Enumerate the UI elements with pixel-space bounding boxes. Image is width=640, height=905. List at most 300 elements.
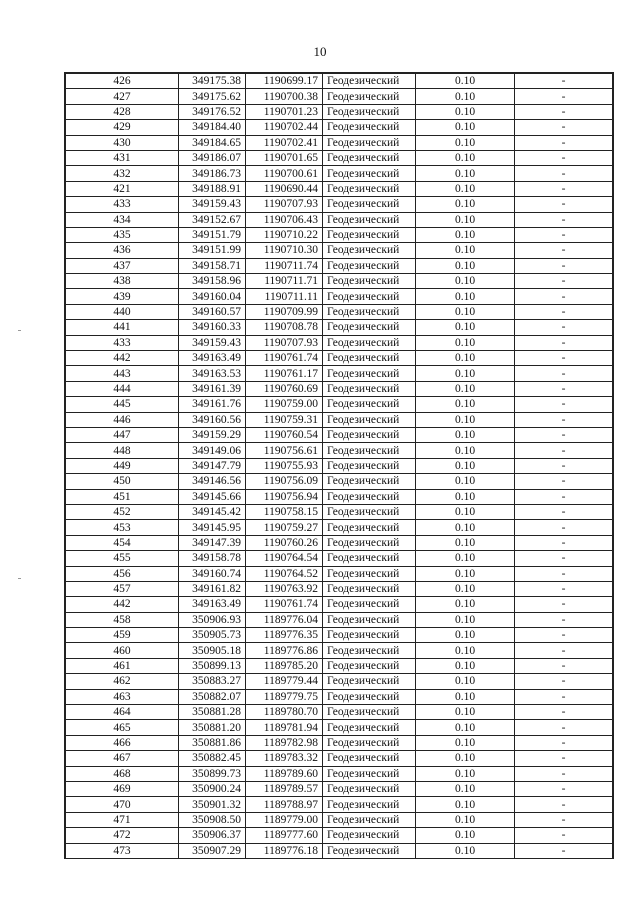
description-cell: - [515, 489, 614, 504]
x-coordinate-cell: 350899.73 [179, 766, 246, 781]
description-cell: - [515, 812, 614, 827]
x-coordinate-cell: 349188.91 [179, 181, 246, 196]
method-cell: Геодезический [323, 181, 416, 196]
accuracy-cell: 0.10 [416, 320, 515, 335]
scan-speck [18, 578, 21, 579]
table-row [65, 735, 613, 750]
description-cell: - [515, 597, 614, 612]
accuracy-cell: 0.10 [416, 658, 515, 673]
x-coordinate-cell: 350881.86 [179, 735, 246, 750]
y-coordinate-cell: 1190707.93 [246, 335, 323, 350]
accuracy-cell: 0.10 [416, 566, 515, 581]
point-number-cell: 464 [65, 705, 179, 720]
method-cell: Геодезический [323, 427, 416, 442]
table-row [65, 828, 613, 843]
y-coordinate-cell: 1190760.69 [246, 381, 323, 396]
point-number-cell: 426 [65, 73, 179, 89]
description-cell: - [515, 705, 614, 720]
point-number-cell: 436 [65, 243, 179, 258]
x-coordinate-cell: 349160.74 [179, 566, 246, 581]
table-row [65, 443, 613, 458]
table-row [65, 674, 613, 689]
method-cell: Геодезический [323, 489, 416, 504]
accuracy-cell: 0.10 [416, 89, 515, 104]
method-cell: Геодезический [323, 120, 416, 135]
point-number-cell: 442 [65, 351, 179, 366]
accuracy-cell: 0.10 [416, 243, 515, 258]
y-coordinate-cell: 1190756.61 [246, 443, 323, 458]
table-row [65, 320, 613, 335]
y-coordinate-cell: 1190702.44 [246, 120, 323, 135]
y-coordinate-cell: 1190700.61 [246, 166, 323, 181]
y-coordinate-cell: 1189783.32 [246, 751, 323, 766]
y-coordinate-cell: 1190710.30 [246, 243, 323, 258]
x-coordinate-cell: 349149.06 [179, 443, 246, 458]
description-cell: - [515, 551, 614, 566]
accuracy-cell: 0.10 [416, 551, 515, 566]
point-number-cell: 435 [65, 227, 179, 242]
description-cell: - [515, 258, 614, 273]
point-number-cell: 446 [65, 412, 179, 427]
point-number-cell: 427 [65, 89, 179, 104]
x-coordinate-cell: 350900.24 [179, 781, 246, 796]
description-cell: - [515, 227, 614, 242]
y-coordinate-cell: 1190758.15 [246, 504, 323, 519]
accuracy-cell: 0.10 [416, 104, 515, 119]
table-row [65, 474, 613, 489]
accuracy-cell: 0.10 [416, 289, 515, 304]
y-coordinate-cell: 1190764.54 [246, 551, 323, 566]
table-row [65, 243, 613, 258]
x-coordinate-cell: 349145.95 [179, 520, 246, 535]
description-cell: - [515, 751, 614, 766]
table-row [65, 212, 613, 227]
y-coordinate-cell: 1190690.44 [246, 181, 323, 196]
x-coordinate-cell: 350905.73 [179, 628, 246, 643]
accuracy-cell: 0.10 [416, 751, 515, 766]
accuracy-cell: 0.10 [416, 197, 515, 212]
method-cell: Геодезический [323, 335, 416, 350]
table-row [65, 150, 613, 165]
description-cell: - [515, 828, 614, 843]
x-coordinate-cell: 349163.53 [179, 366, 246, 381]
x-coordinate-cell: 349158.71 [179, 258, 246, 273]
y-coordinate-cell: 1189781.94 [246, 720, 323, 735]
method-cell: Геодезический [323, 89, 416, 104]
y-coordinate-cell: 1190702.41 [246, 135, 323, 150]
x-coordinate-cell: 349158.78 [179, 551, 246, 566]
x-coordinate-cell: 349159.43 [179, 197, 246, 212]
accuracy-cell: 0.10 [416, 150, 515, 165]
point-number-cell: 465 [65, 720, 179, 735]
point-number-cell: 457 [65, 581, 179, 596]
point-number-cell: 449 [65, 458, 179, 473]
table-row [65, 797, 613, 812]
accuracy-cell: 0.10 [416, 520, 515, 535]
method-cell: Геодезический [323, 581, 416, 596]
x-coordinate-cell: 349145.42 [179, 504, 246, 519]
accuracy-cell: 0.10 [416, 335, 515, 350]
table-row [65, 89, 613, 104]
accuracy-cell: 0.10 [416, 612, 515, 627]
table-row [65, 597, 613, 612]
y-coordinate-cell: 1189776.86 [246, 643, 323, 658]
point-number-cell: 445 [65, 397, 179, 412]
point-number-cell: 421 [65, 181, 179, 196]
description-cell: - [515, 504, 614, 519]
method-cell: Геодезический [323, 412, 416, 427]
method-cell: Геодезический [323, 751, 416, 766]
y-coordinate-cell: 1190759.27 [246, 520, 323, 535]
description-cell: - [515, 427, 614, 442]
point-number-cell: 442 [65, 597, 179, 612]
y-coordinate-cell: 1190699.17 [246, 73, 323, 89]
x-coordinate-cell: 349158.96 [179, 274, 246, 289]
x-coordinate-cell: 349151.79 [179, 227, 246, 242]
x-coordinate-cell: 349161.39 [179, 381, 246, 396]
x-coordinate-cell: 349147.79 [179, 458, 246, 473]
point-number-cell: 428 [65, 104, 179, 119]
point-number-cell: 432 [65, 166, 179, 181]
table-row [65, 227, 613, 242]
table-row [65, 197, 613, 212]
accuracy-cell: 0.10 [416, 135, 515, 150]
point-number-cell: 472 [65, 828, 179, 843]
description-cell: - [515, 412, 614, 427]
method-cell: Геодезический [323, 366, 416, 381]
y-coordinate-cell: 1190761.17 [246, 366, 323, 381]
y-coordinate-cell: 1190709.99 [246, 304, 323, 319]
method-cell: Геодезический [323, 551, 416, 566]
y-coordinate-cell: 1189777.60 [246, 828, 323, 843]
description-cell: - [515, 351, 614, 366]
accuracy-cell: 0.10 [416, 628, 515, 643]
accuracy-cell: 0.10 [416, 597, 515, 612]
x-coordinate-cell: 350881.20 [179, 720, 246, 735]
method-cell: Геодезический [323, 612, 416, 627]
accuracy-cell: 0.10 [416, 427, 515, 442]
y-coordinate-cell: 1190756.94 [246, 489, 323, 504]
table-row [65, 274, 613, 289]
table-row [65, 643, 613, 658]
description-cell: - [515, 135, 614, 150]
accuracy-cell: 0.10 [416, 120, 515, 135]
x-coordinate-cell: 350908.50 [179, 812, 246, 827]
table-row [65, 135, 613, 150]
y-coordinate-cell: 1189779.44 [246, 674, 323, 689]
y-coordinate-cell: 1190760.26 [246, 535, 323, 550]
method-cell: Геодезический [323, 458, 416, 473]
method-cell: Геодезический [323, 781, 416, 796]
table-row [65, 397, 613, 412]
point-number-cell: 447 [65, 427, 179, 442]
point-number-cell: 452 [65, 504, 179, 519]
y-coordinate-cell: 1190761.74 [246, 351, 323, 366]
point-number-cell: 429 [65, 120, 179, 135]
y-coordinate-cell: 1189779.00 [246, 812, 323, 827]
accuracy-cell: 0.10 [416, 397, 515, 412]
description-cell: - [515, 643, 614, 658]
point-number-cell: 456 [65, 566, 179, 581]
y-coordinate-cell: 1190761.74 [246, 597, 323, 612]
x-coordinate-cell: 349160.33 [179, 320, 246, 335]
x-coordinate-cell: 349176.52 [179, 104, 246, 119]
point-number-cell: 440 [65, 304, 179, 319]
method-cell: Геодезический [323, 150, 416, 165]
description-cell: - [515, 397, 614, 412]
method-cell: Геодезический [323, 720, 416, 735]
y-coordinate-cell: 1190760.54 [246, 427, 323, 442]
point-number-cell: 468 [65, 766, 179, 781]
y-coordinate-cell: 1190711.74 [246, 258, 323, 273]
accuracy-cell: 0.10 [416, 443, 515, 458]
point-number-cell: 441 [65, 320, 179, 335]
y-coordinate-cell: 1190708.78 [246, 320, 323, 335]
table-row [65, 181, 613, 196]
accuracy-cell: 0.10 [416, 73, 515, 89]
x-coordinate-cell: 349186.73 [179, 166, 246, 181]
x-coordinate-cell: 349175.38 [179, 73, 246, 89]
accuracy-cell: 0.10 [416, 504, 515, 519]
table-row [65, 335, 613, 350]
point-number-cell: 473 [65, 843, 179, 858]
x-coordinate-cell: 349184.40 [179, 120, 246, 135]
method-cell: Геодезический [323, 289, 416, 304]
point-number-cell: 471 [65, 812, 179, 827]
method-cell: Геодезический [323, 735, 416, 750]
table-row [65, 166, 613, 181]
method-cell: Геодезический [323, 104, 416, 119]
accuracy-cell: 0.10 [416, 581, 515, 596]
x-coordinate-cell: 349161.76 [179, 397, 246, 412]
method-cell: Геодезический [323, 135, 416, 150]
table-row [65, 104, 613, 119]
point-number-cell: 433 [65, 197, 179, 212]
table-row [65, 520, 613, 535]
accuracy-cell: 0.10 [416, 227, 515, 242]
table-row [65, 120, 613, 135]
x-coordinate-cell: 349175.62 [179, 89, 246, 104]
accuracy-cell: 0.10 [416, 458, 515, 473]
x-coordinate-cell: 349159.29 [179, 427, 246, 442]
method-cell: Геодезический [323, 258, 416, 273]
accuracy-cell: 0.10 [416, 304, 515, 319]
description-cell: - [515, 628, 614, 643]
description-cell: - [515, 520, 614, 535]
point-number-cell: 466 [65, 735, 179, 750]
accuracy-cell: 0.10 [416, 766, 515, 781]
method-cell: Геодезический [323, 227, 416, 242]
method-cell: Геодезический [323, 304, 416, 319]
point-number-cell: 458 [65, 612, 179, 627]
accuracy-cell: 0.10 [416, 366, 515, 381]
accuracy-cell: 0.10 [416, 828, 515, 843]
x-coordinate-cell: 350883.27 [179, 674, 246, 689]
accuracy-cell: 0.10 [416, 489, 515, 504]
point-number-cell: 434 [65, 212, 179, 227]
table-row [65, 751, 613, 766]
table-row [65, 504, 613, 519]
x-coordinate-cell: 349163.49 [179, 351, 246, 366]
x-coordinate-cell: 350881.28 [179, 705, 246, 720]
y-coordinate-cell: 1189788.97 [246, 797, 323, 812]
method-cell: Геодезический [323, 504, 416, 519]
table-row [65, 551, 613, 566]
y-coordinate-cell: 1190764.52 [246, 566, 323, 581]
coordinates-table [64, 72, 614, 859]
point-number-cell: 467 [65, 751, 179, 766]
scan-speck [18, 330, 21, 331]
method-cell: Геодезический [323, 520, 416, 535]
accuracy-cell: 0.10 [416, 643, 515, 658]
point-number-cell: 461 [65, 658, 179, 673]
x-coordinate-cell: 349160.57 [179, 304, 246, 319]
y-coordinate-cell: 1190755.93 [246, 458, 323, 473]
y-coordinate-cell: 1190700.38 [246, 89, 323, 104]
method-cell: Геодезический [323, 766, 416, 781]
accuracy-cell: 0.10 [416, 535, 515, 550]
description-cell: - [515, 781, 614, 796]
method-cell: Геодезический [323, 705, 416, 720]
description-cell: - [515, 274, 614, 289]
description-cell: - [515, 197, 614, 212]
description-cell: - [515, 689, 614, 704]
y-coordinate-cell: 1189789.57 [246, 781, 323, 796]
x-coordinate-cell: 349159.43 [179, 335, 246, 350]
point-number-cell: 455 [65, 551, 179, 566]
y-coordinate-cell: 1190711.11 [246, 289, 323, 304]
point-number-cell: 463 [65, 689, 179, 704]
description-cell: - [515, 120, 614, 135]
description-cell: - [515, 335, 614, 350]
description-cell: - [515, 535, 614, 550]
description-cell: - [515, 566, 614, 581]
description-cell: - [515, 73, 614, 89]
description-cell: - [515, 89, 614, 104]
point-number-cell: 437 [65, 258, 179, 273]
accuracy-cell: 0.10 [416, 720, 515, 735]
method-cell: Геодезический [323, 643, 416, 658]
x-coordinate-cell: 349146.56 [179, 474, 246, 489]
description-cell: - [515, 735, 614, 750]
x-coordinate-cell: 350907.29 [179, 843, 246, 858]
point-number-cell: 451 [65, 489, 179, 504]
x-coordinate-cell: 349184.65 [179, 135, 246, 150]
x-coordinate-cell: 349152.67 [179, 212, 246, 227]
table-row [65, 304, 613, 319]
point-number-cell: 430 [65, 135, 179, 150]
x-coordinate-cell: 350905.18 [179, 643, 246, 658]
accuracy-cell: 0.10 [416, 381, 515, 396]
accuracy-cell: 0.10 [416, 181, 515, 196]
point-number-cell: 459 [65, 628, 179, 643]
description-cell: - [515, 181, 614, 196]
y-coordinate-cell: 1190759.00 [246, 397, 323, 412]
method-cell: Геодезический [323, 689, 416, 704]
table-row [65, 705, 613, 720]
y-coordinate-cell: 1190711.71 [246, 274, 323, 289]
x-coordinate-cell: 349161.82 [179, 581, 246, 596]
table-row [65, 720, 613, 735]
y-coordinate-cell: 1190701.23 [246, 104, 323, 119]
x-coordinate-cell: 349151.99 [179, 243, 246, 258]
method-cell: Геодезический [323, 443, 416, 458]
y-coordinate-cell: 1189780.70 [246, 705, 323, 720]
table-row [65, 351, 613, 366]
x-coordinate-cell: 349160.56 [179, 412, 246, 427]
point-number-cell: 470 [65, 797, 179, 812]
accuracy-cell: 0.10 [416, 797, 515, 812]
coordinates-table-body [65, 73, 613, 858]
table-row [65, 289, 613, 304]
accuracy-cell: 0.10 [416, 674, 515, 689]
table-row [65, 258, 613, 273]
table-row [65, 781, 613, 796]
description-cell: - [515, 289, 614, 304]
method-cell: Геодезический [323, 566, 416, 581]
x-coordinate-cell: 349145.66 [179, 489, 246, 504]
description-cell: - [515, 166, 614, 181]
method-cell: Геодезический [323, 597, 416, 612]
point-number-cell: 444 [65, 381, 179, 396]
accuracy-cell: 0.10 [416, 689, 515, 704]
description-cell: - [515, 243, 614, 258]
point-number-cell: 462 [65, 674, 179, 689]
method-cell: Геодезический [323, 73, 416, 89]
method-cell: Геодезический [323, 628, 416, 643]
description-cell: - [515, 366, 614, 381]
method-cell: Геодезический [323, 658, 416, 673]
point-number-cell: 469 [65, 781, 179, 796]
description-cell: - [515, 612, 614, 627]
x-coordinate-cell: 349160.04 [179, 289, 246, 304]
accuracy-cell: 0.10 [416, 166, 515, 181]
method-cell: Геодезический [323, 212, 416, 227]
y-coordinate-cell: 1190756.09 [246, 474, 323, 489]
accuracy-cell: 0.10 [416, 705, 515, 720]
method-cell: Геодезический [323, 166, 416, 181]
y-coordinate-cell: 1189776.04 [246, 612, 323, 627]
point-number-cell: 443 [65, 366, 179, 381]
table-row [65, 458, 613, 473]
method-cell: Геодезический [323, 674, 416, 689]
page-number: 10 [313, 44, 327, 59]
accuracy-cell: 0.10 [416, 812, 515, 827]
table-row [65, 366, 613, 381]
description-cell: - [515, 766, 614, 781]
y-coordinate-cell: 1189776.18 [246, 843, 323, 858]
method-cell: Геодезический [323, 397, 416, 412]
table-row [65, 843, 613, 858]
description-cell: - [515, 304, 614, 319]
table-row [65, 489, 613, 504]
table-row [65, 581, 613, 596]
method-cell: Геодезический [323, 474, 416, 489]
y-coordinate-cell: 1190763.92 [246, 581, 323, 596]
description-cell: - [515, 320, 614, 335]
y-coordinate-cell: 1190707.93 [246, 197, 323, 212]
point-number-cell: 448 [65, 443, 179, 458]
y-coordinate-cell: 1190706.43 [246, 212, 323, 227]
y-coordinate-cell: 1189779.75 [246, 689, 323, 704]
y-coordinate-cell: 1190759.31 [246, 412, 323, 427]
description-cell: - [515, 150, 614, 165]
table-row [65, 812, 613, 827]
y-coordinate-cell: 1189789.60 [246, 766, 323, 781]
x-coordinate-cell: 349147.39 [179, 535, 246, 550]
point-number-cell: 431 [65, 150, 179, 165]
table-row [65, 427, 613, 442]
